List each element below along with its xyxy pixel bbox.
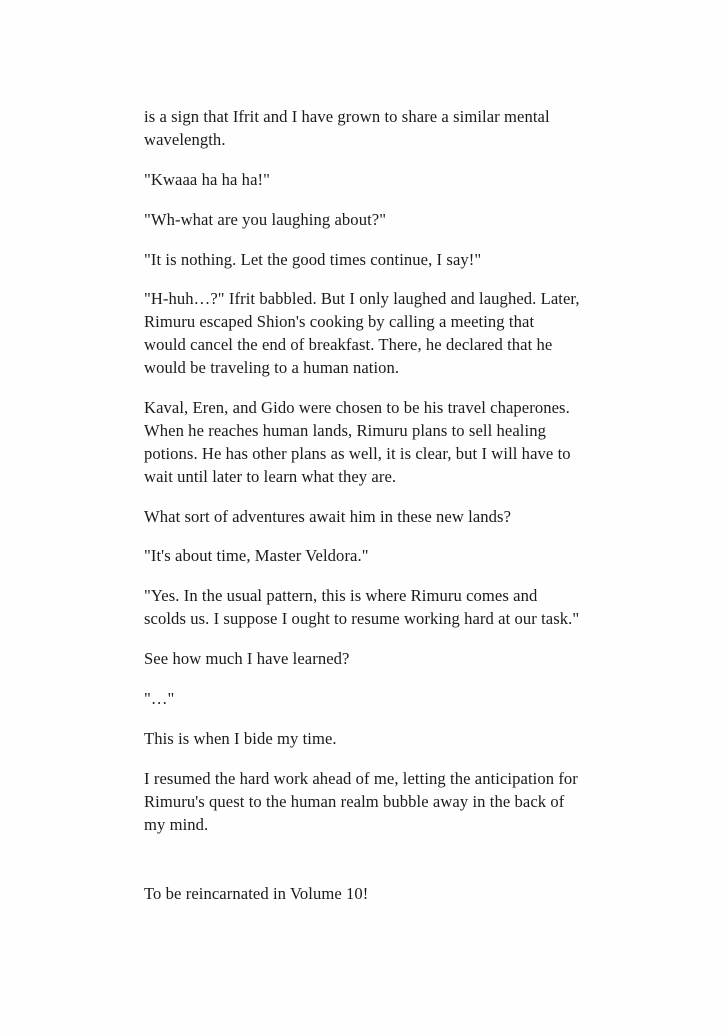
paragraph: "H-huh…?" Ifrit babbled. But I only laughed and laughed. Later, Rimuru escaped Shion's cooking by calling a meeting that would cancel the end of breakfast. There, he declared that he would be traveling to a human nation.: [144, 289, 580, 378]
paragraph: "Wh-what are you laughing about?": [144, 209, 387, 229]
paragraph: "It's about time, Master Veldora.": [144, 546, 369, 566]
paragraph: "Kwaaa ha ha ha!": [144, 169, 270, 189]
paragraph: is a sign that Ifrit and I have grown to share a similar mental wavelength.: [144, 107, 550, 149]
paragraph: This is when I bide my time.: [144, 728, 337, 748]
paragraph: Kaval, Eren, and Gido were chosen to be his travel chaperones. When he reaches human lands, Rimuru plans to sell healing potions. He has other plans as well, it is clear, but I will have to wait until later to learn what they are.: [144, 398, 571, 486]
paragraph: "Yes. In the usual pattern, this is where Rimuru comes and scolds us. I suppose I ought to resume working hard at our task.": [144, 586, 580, 629]
paragraph: "…": [144, 689, 175, 709]
text-column: [144, 106, 580, 906]
paragraph: "It is nothing. Let the good times continue, I say!": [144, 249, 482, 269]
paragraph: I resumed the hard work ahead of me, letting the anticipation for Rimuru's quest to the human realm bubble away in the back of my mind.: [144, 768, 578, 834]
closing-line: To be reincarnated in Volume 10!: [144, 884, 369, 904]
paragraph: See how much I have learned?: [144, 649, 350, 669]
paragraph: What sort of adventures await him in these new lands?: [144, 506, 512, 526]
